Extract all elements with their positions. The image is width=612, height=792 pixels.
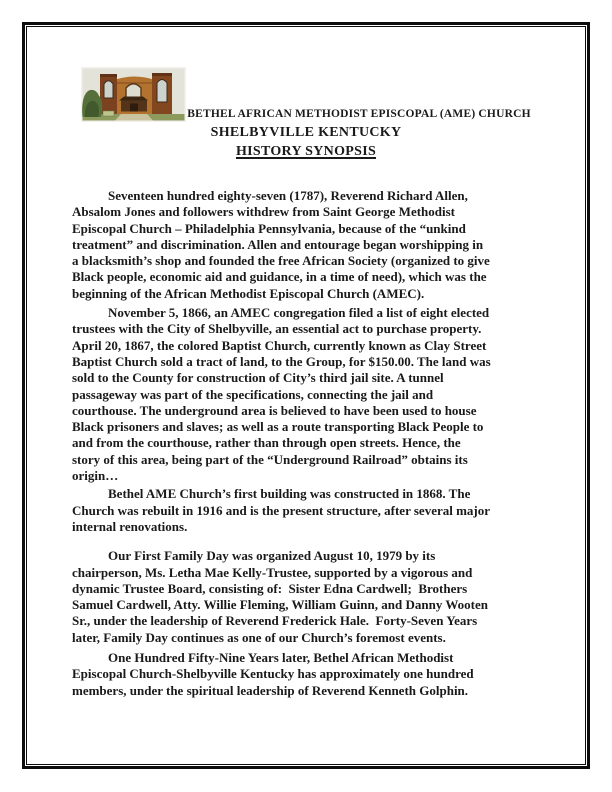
paragraph [72, 188, 540, 302]
page-content [72, 67, 540, 699]
text-line: and from the courthouse, rather than through open streets. Hence, the [72, 435, 461, 451]
document-header [72, 67, 540, 122]
document-subtitle: SHELBYVILLE KENTUCKY [210, 125, 402, 140]
paragraph [72, 486, 540, 535]
text-line: trustees with the City of Shelbyville, an essential act to purchase property. [72, 321, 482, 337]
paragraph [72, 650, 540, 699]
text-line: Absalom Jones and followers withdrew from Saint George Methodist [72, 204, 456, 220]
text-line: Episcopal Church – Philadelphia Pennsylvania, because of the “unkind [72, 220, 466, 236]
document-heading: HISTORY SYNOPSIS [235, 144, 377, 159]
text-line: November 5, 1866, an AMEC congregation filed a list of eight elected [108, 305, 490, 321]
text-line: sold to the County for construction of City’s third jail site. A tunnel [72, 370, 444, 386]
text-line: Baptist Church sold a tract of land, to the Group, for $150.00. The land was [72, 353, 491, 369]
text-line: One Hundred Fifty-Nine Years later, Bethel African Methodist [108, 650, 454, 666]
text-line: Samuel Cardwell, Atty. Willie Fleming, William Guinn, and Danny Wooten [72, 597, 488, 613]
document-title: BETHEL AFRICAN METHODIST EPISCOPAL (AME) CHURCH [187, 108, 531, 120]
text-line: Black prisoners and slaves; as well as a route transporting Black People to [72, 419, 484, 435]
text-line: passageway was part of the specifications, connecting the jail and [72, 386, 434, 402]
text-line: treatment” and discrimination. Allen and entourage began worshipping in [72, 236, 484, 252]
church-photo-icon [81, 67, 186, 122]
text-line: April 20, 1867, the colored Baptist Church, currently known as Clay Street [72, 337, 487, 353]
text-line: Sr., under the leadership of Reverend Frederick Hale. Forty-Seven Years [72, 613, 478, 629]
text-line: members, under the spiritual leadership of Reverend Kenneth Golphin. [72, 682, 469, 698]
text-line: dynamic Trustee Board, consisting of: Sister Edna Cardwell; Brothers [72, 580, 468, 596]
text-line: story of this area, being part of the “Underground Railroad” obtains its [72, 451, 468, 467]
text-line: Seventeen hundred eighty-seven (1787), Reverend Richard Allen, [108, 188, 468, 203]
text-line: beginning of the African Methodist Episcopal Church (AMEC). [72, 285, 425, 301]
text-line: Black people, economic aid and guidance, in a time of need), which was the [72, 269, 487, 285]
text-line: Our First Family Day was organized August 10, 1979 by its [108, 548, 436, 564]
text-line: courthouse. The underground area is believed to have been used to house [72, 402, 477, 418]
text-line: Episcopal Church-Shelbyville Kentucky has approximately one hundred [72, 666, 474, 682]
text-line: origin… [72, 468, 119, 484]
text-line: chairperson, Ms. Letha Mae Kelly-Trustee, supported by a vigorous and [72, 564, 473, 580]
text-line: a blacksmith’s shop and founded the free African Society (organized to give [72, 253, 490, 269]
document-body [72, 188, 540, 699]
paragraph [72, 305, 540, 484]
paragraph [72, 548, 540, 646]
text-line: later, Family Day continues as one of our Church’s foremost events. [72, 629, 446, 645]
text-line: Church was rebuilt in 1916 and is the present structure, after several major [72, 502, 491, 518]
text-line: internal renovations. [72, 518, 188, 534]
text-line: Bethel AME Church’s first building was constructed in 1868. The [108, 486, 471, 502]
